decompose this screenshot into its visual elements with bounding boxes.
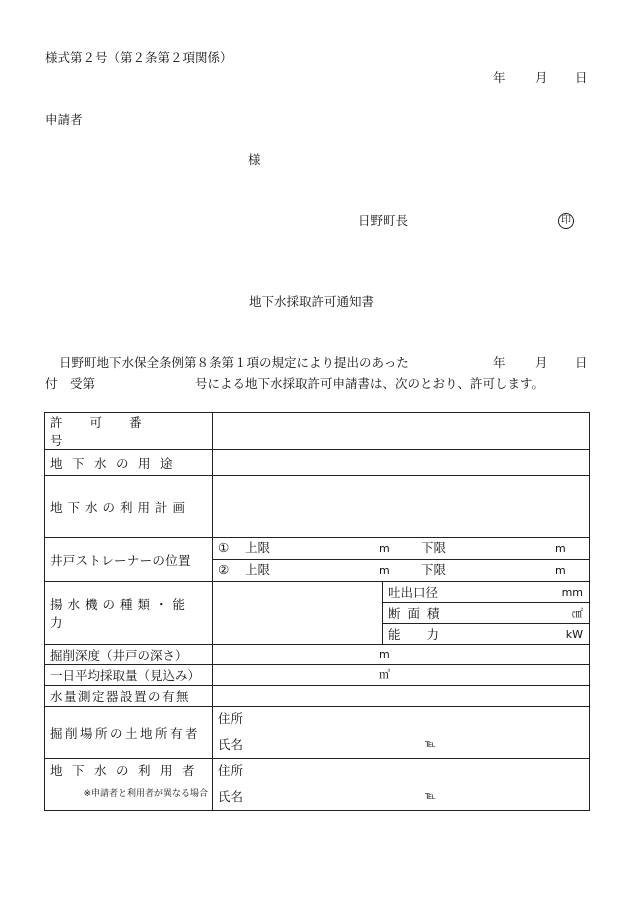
pump-outlet-row[interactable] xyxy=(383,582,589,603)
body-paragraph xyxy=(45,352,590,394)
label-plan xyxy=(45,476,213,538)
landowner-address-label: 住所 xyxy=(218,711,244,726)
label-depth xyxy=(45,645,213,665)
user-address-label: 住所 xyxy=(218,763,244,778)
label-user-text: 地下水の利用者 xyxy=(50,763,205,778)
row-permit-number xyxy=(45,413,590,450)
strainer-row2-upper-unit: m xyxy=(379,564,390,577)
pump-area-label: 断面積 xyxy=(388,606,447,621)
field-landowner[interactable] xyxy=(213,707,590,759)
pump-area-row[interactable] xyxy=(383,603,589,624)
strainer-row2-lower: 下限 xyxy=(421,562,447,577)
strainer-row1-number: ① xyxy=(218,540,230,555)
label-meter-text: 水量測定器設置の有無 xyxy=(50,689,191,704)
applicant-label: 申請者 xyxy=(45,112,83,127)
strainer-row1-upper-unit: m xyxy=(379,542,390,555)
pump-power-label: 能力 xyxy=(388,627,466,642)
pump-capacity-cell xyxy=(383,582,590,645)
row-meter xyxy=(45,686,590,707)
date-month-label: 月 xyxy=(535,70,548,85)
label-permit-number-text: 許可番号 xyxy=(50,415,169,448)
label-pump-text: 揚水機の種類・能力 xyxy=(50,597,191,630)
seal-icon: 印 xyxy=(558,213,574,229)
field-strainer-1[interactable] xyxy=(213,538,590,560)
daily-unit: ㎥ xyxy=(379,668,390,681)
label-user-note: ※申請者と利用者が異なる場合 xyxy=(83,789,208,799)
body-line1-month: 月 xyxy=(535,355,548,370)
field-pump-type[interactable] xyxy=(213,582,383,645)
landowner-name-label: 氏名 xyxy=(218,737,244,752)
landowner-tel-icon: ℡ xyxy=(425,739,436,750)
field-strainer-2[interactable] xyxy=(213,560,590,582)
field-use[interactable] xyxy=(213,450,590,476)
row-plan xyxy=(45,476,590,538)
label-landowner xyxy=(45,707,213,759)
body-line1-year: 年 xyxy=(493,355,506,370)
field-user[interactable] xyxy=(213,759,590,811)
document-title: 地下水採取許可通知書 xyxy=(249,294,375,309)
applicant-honorific: 様 xyxy=(248,152,261,167)
pump-outlet-unit: mm xyxy=(561,586,583,599)
body-line2-text: 号による地下水採取許可申請書は、次のとおり、許可します。 xyxy=(195,376,545,391)
row-use xyxy=(45,450,590,476)
seal-mark xyxy=(558,213,574,229)
label-strainer xyxy=(45,538,213,582)
label-depth-text: 掘削深度（井戸の深さ） xyxy=(50,647,188,663)
label-strainer-text: 井戸ストレーナーの位置 xyxy=(50,552,191,568)
field-plan[interactable] xyxy=(213,476,590,538)
label-use xyxy=(45,450,213,476)
date-day-label: 日 xyxy=(575,70,588,85)
pump-outlet-label: 吐出口径 xyxy=(388,585,439,600)
pump-area-unit: ㎠ xyxy=(572,607,583,620)
strainer-row2-number: ② xyxy=(218,562,230,577)
strainer-row1-lower-unit: m xyxy=(555,542,566,555)
strainer-row1-lower: 下限 xyxy=(421,540,447,555)
label-use-text: 地下水の用途 xyxy=(50,455,183,471)
label-pump xyxy=(45,582,213,645)
label-user xyxy=(45,759,213,811)
field-depth[interactable] xyxy=(213,645,590,665)
row-strainer-1 xyxy=(45,538,590,560)
label-daily xyxy=(45,665,213,686)
field-meter[interactable] xyxy=(213,686,590,707)
date-year-label: 年 xyxy=(493,70,506,85)
field-daily[interactable] xyxy=(213,665,590,686)
body-line1-day: 日 xyxy=(575,355,588,370)
strainer-row1-upper: 上限 xyxy=(245,540,271,555)
row-daily xyxy=(45,665,590,686)
user-tel-icon: ℡ xyxy=(425,791,436,802)
row-depth xyxy=(45,645,590,665)
depth-unit: m xyxy=(379,648,390,661)
body-line2-receipt: 付 受第 xyxy=(45,376,96,391)
row-landowner xyxy=(45,707,590,759)
pump-power-row[interactable] xyxy=(383,624,589,645)
body-line1-text: 日野町地下水保全条例第８条第１項の規定により提出のあった xyxy=(59,355,409,370)
user-name-label: 氏名 xyxy=(218,789,244,804)
issuer-title: 日野町長 xyxy=(358,213,409,228)
strainer-row2-lower-unit: m xyxy=(555,564,566,577)
label-landowner-text: 掘削場所の土地所有者 xyxy=(50,725,201,741)
permit-table xyxy=(44,412,590,811)
label-permit-number xyxy=(45,413,213,450)
label-plan-text: 地下水の利用計画 xyxy=(50,499,191,515)
label-daily-text: 一日平均採取量（見込み） xyxy=(50,668,201,683)
row-pump xyxy=(45,582,590,645)
field-permit-number[interactable] xyxy=(213,413,590,450)
strainer-row2-upper: 上限 xyxy=(245,562,271,577)
form-number: 様式第２号（第２条第２項関係） xyxy=(45,50,233,65)
row-user xyxy=(45,759,590,811)
pump-capacity-table xyxy=(383,582,589,644)
label-meter xyxy=(45,686,213,707)
pump-power-unit: kW xyxy=(565,628,583,641)
